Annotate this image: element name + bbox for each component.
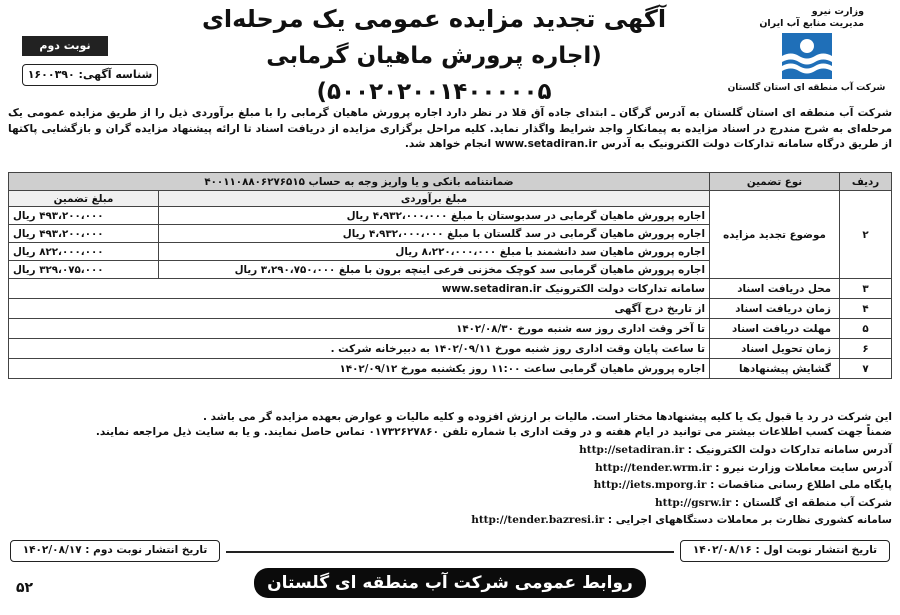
nobat-badge: نوبت دوم — [22, 36, 108, 56]
list-item — [8, 460, 892, 478]
public-relations-banner: روابط عمومی شرکت آب منطقه ای گلستان — [254, 568, 646, 598]
address-label: پایگاه ملی اطلاع رسانی مناقصات : — [710, 479, 892, 491]
item-guarantee — [9, 261, 159, 279]
info-row-label: مهلت دریافت اسناد — [710, 319, 840, 339]
header-bank-account: ضمانتنامه بانکی و یا واریز وجه به حساب ۴۰۰۱۱۰۸۸۰۶۲۷۶۵۱۵ — [9, 173, 710, 191]
item-guarantee-text: ۳۲۹،۰۷۵،۰۰۰ ریال — [13, 263, 104, 276]
auction-table — [8, 172, 892, 379]
info-row-value: تا آخر وقت اداری روز سه شنبه مورخ ۱۴۰۲/۰۸/۳۰ — [9, 319, 710, 339]
second-publish-date: تاریخ انتشار نوبت دوم : ۱۴۰۲/۰۸/۱۷ — [10, 540, 220, 562]
table-sub-header-row — [9, 191, 892, 207]
item-guarantee — [9, 225, 159, 243]
address-label: شرکت آب منطقه ای گلستان : — [734, 496, 892, 509]
list-item — [8, 512, 892, 530]
newspaper-page — [4, 2, 896, 612]
info-row-value: سامانه تدارکات دولت الکترونیک www.setadiran.ir — [9, 279, 710, 299]
item-guarantee — [9, 243, 159, 261]
info-row-label: زمان تحویل اسناد — [710, 339, 840, 359]
address-label: آدرس سامانه تدارکات دولت الکترونیک : — [687, 444, 892, 456]
water-logo-icon — [781, 32, 833, 80]
address-link[interactable]: http://gsrw.ir — [655, 496, 732, 509]
table-row — [9, 279, 892, 299]
notice-title-block — [154, 2, 714, 110]
table-row — [9, 339, 892, 359]
address-link[interactable]: http://setadiran.ir — [579, 444, 685, 456]
item-estimate: اجاره پرورش ماهیان سد دانشمند با مبلغ ۸،۲۲۰،۰۰۰،۰۰۰ ریال — [159, 243, 710, 261]
company-logo-block — [719, 6, 894, 104]
notice-title: آگهی تجدید مزایده عمومی یک مرحله‌ای — [201, 5, 667, 33]
address-label: سامانه کشوری نظارت بر معاملات دستگاههای اجرایی : — [607, 514, 892, 526]
address-label: آدرس سایت معاملات وزارت نیرو : — [715, 461, 892, 474]
info-row-value: از تاریخ درج آگهی — [9, 299, 710, 319]
first-publish-date: تاریخ انتشار نوبت اول : ۱۴۰۲/۰۸/۱۶ — [680, 540, 890, 562]
company-name: شرکت آب منطقه ای استان گلستان — [727, 83, 886, 93]
item-guarantee-text: ۴۹۳،۲۰۰،۰۰۰ ریال — [13, 227, 104, 240]
header-row-number: ردیف — [840, 173, 892, 191]
table-row — [9, 299, 892, 319]
address-link[interactable]: http://tender.bazresi.ir — [471, 514, 605, 526]
notice-subtitle: (اجاره پرورش ماهیان گرمابی ۵۰۰۲۰۲۰۰۱۴۰۰۰۰۰۵) — [266, 43, 602, 105]
estimate-sub-header-text: مبلغ برآوردی — [400, 192, 468, 205]
estimate-sub-header — [159, 191, 710, 207]
item-estimate: اجاره پرورش ماهیان گرمابی در سدبوستان با مبلغ ۴،۹۳۲،۰۰۰،۰۰۰ ریال — [159, 207, 710, 225]
address-list — [8, 442, 892, 530]
notice-header — [4, 2, 896, 104]
notice-id: شناسه آگهی: ۱۶۰۰۳۹۰ — [22, 64, 158, 86]
guarantee-sub-header-text: مبلغ تضمین — [53, 192, 114, 205]
header-guarantee-type: نوع تضمین — [710, 173, 840, 191]
subject-row-number: ۲ — [840, 191, 892, 279]
info-row-number: ۴ — [840, 299, 892, 319]
info-row-number: ۶ — [840, 339, 892, 359]
note-line: این شرکت در رد یا قبول یک یا کلیه پیشنهادها مختار است. مالیات بر ارزش افزوده و کلیه مالیات و عوارض بعهده مزایده گر می باشد . — [202, 411, 892, 423]
table-row — [9, 319, 892, 339]
ministry-text — [719, 6, 894, 30]
ministry-line-2: مدیریت منابع آب ایران — [759, 18, 864, 29]
list-item — [8, 442, 892, 460]
address-link[interactable]: http://iets.mporg.ir — [593, 479, 707, 491]
note-line: ضمناً جهت کسب اطلاعات بیشتر می توانید در ایام هفته و در وقت اداری با شماره تلفن ۰۱۷۳۲۶۲۷۸۶۰ تماس حاصل نمایند. و یا به سایت ذیل مراجعه نمایند. — [95, 426, 892, 438]
subject-label: موضوع تجدید مزایده — [710, 191, 840, 279]
item-guarantee-text: ۴۹۳،۲۰۰،۰۰۰ ریال — [13, 209, 104, 222]
table-header-row — [9, 173, 892, 191]
item-estimate: اجاره پرورش ماهیان گرمابی در سد گلستان با مبلغ ۴،۹۳۲،۰۰۰،۰۰۰ ریال — [159, 225, 710, 243]
info-row-label: محل دریافت اسناد — [710, 279, 840, 299]
intro-paragraph: شرکت آب منطقه ای استان گلستان به آدرس گرگان ـ ابتدای جاده آق قلا در نظر دارد اجاره پرورش ماهیان گرمابی را با مبلغ برآوردی ذیل را از طریق مزایده عمومی یک مرحله‌ای به شرح مندرج در اسناد مزایده به پیمانکار واجد شرایط واگذار نماید. کلیه مراحل برگزاری مزایده از دریافت اسناد تا ارائه پیشنهاد مزایده گران و بازگشایی پاکتها از طریق درگاه سامانه تدارکات دولت الکترونیک به آدرس www.setadiran.ir انجام خواهد شد. — [8, 107, 892, 150]
info-row-number: ۳ — [840, 279, 892, 299]
list-item — [8, 477, 892, 495]
info-row-value: اجاره پرورش ماهیان گرمابی ساعت ۱۱:۰۰ روز یکشنبه مورخ ۱۴۰۲/۰۹/۱۲ — [9, 359, 710, 379]
info-row-value: تا ساعت پایان وقت اداری روز شنبه مورخ ۱۴۰۲/۰۹/۱۱ به دبیرخانه شرکت . — [9, 339, 710, 359]
info-row-label: زمان دریافت اسناد — [710, 299, 840, 319]
page-number: ۵۲ — [16, 580, 34, 596]
address-link[interactable]: http://tender.wrm.ir — [595, 461, 712, 474]
list-item — [8, 495, 892, 513]
table-row — [9, 359, 892, 379]
publish-dates-row — [4, 540, 896, 564]
info-row-number: ۷ — [840, 359, 892, 379]
item-guarantee — [9, 207, 159, 225]
ministry-line-1: وزارت نیرو — [811, 6, 864, 17]
item-guarantee-text: ۸۲۲،۰۰۰،۰۰۰ ریال — [13, 245, 104, 258]
info-row-number: ۵ — [840, 319, 892, 339]
guarantee-sub-header — [9, 191, 159, 207]
notes-block — [8, 410, 892, 440]
item-estimate: اجاره پرورش ماهیان گرمابی سد کوچک مخزنی فرعی اینچه برون با مبلغ ۳،۲۹۰،۷۵۰،۰۰۰ ریال — [159, 261, 710, 279]
info-row-label: گشایش پیشنهادها — [710, 359, 840, 379]
divider — [226, 551, 674, 553]
